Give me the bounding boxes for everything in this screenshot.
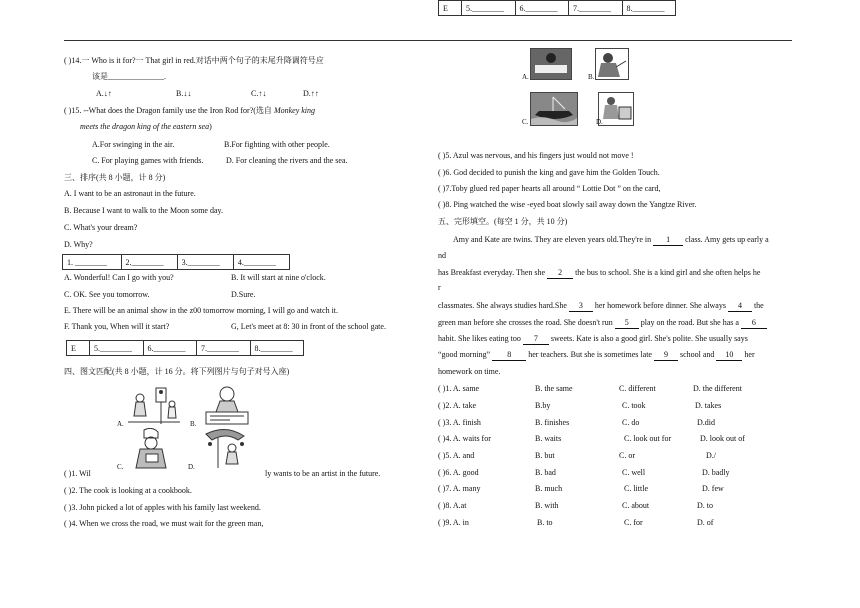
passage-text: habit. She likes eating too [438,334,521,343]
passage-text: classmates. She always studies hard.She [438,301,567,310]
table-cell: 7.________ [569,1,623,16]
question-14: ( )14.一 Who is it for?一 That girl in red.对话中两个句子的末尾升降调符号应 [64,56,324,65]
passage-text: sweets. Kate is also a good girl. She's polite. She usually says [550,334,748,343]
match-2: ( )2. The cook is looking at a cookbook. [64,486,192,495]
picture-crossing-road [126,386,182,426]
passage-text: her teachers. But she is sometimes late [528,350,652,359]
passage-line [453,235,769,246]
passage-text: class. Amy gets up early a [685,235,769,244]
choice-option: B. finishes [535,418,570,427]
order-item: D.Sure. [231,290,256,299]
order-item: A. Wonderful! Can I go with you? [64,273,174,282]
question-15-line2 [80,122,212,132]
match-7: ( )7.Toby glued red paper hearts all around “ Lottie Dot ” on the card, [438,184,661,193]
passage-line [438,301,764,312]
passage-text: play on the road. But she has a [640,318,739,327]
passage-text: green man before she crosses the road. She doesn't run [438,318,613,327]
blank-10: 10 [716,350,742,361]
picture-label: B. [588,73,595,81]
order-item: B. Because I want to walk to the Moon some day. [64,206,224,215]
passage-text: the bus to school. She is a kind girl and she often helps he [575,268,761,277]
table-cell: E [439,1,462,16]
picture-card [598,92,634,126]
passage-text: has Breakfast everyday. Then she [438,268,546,277]
choice-option: D./ [706,451,716,460]
question-15-text: ( )15. --What does the Dragon family use the Iron Rod for?(选自 [64,106,272,115]
blank-4: 4 [728,301,752,312]
picture-label: D. [596,118,603,126]
table-cell: 3.________ [177,255,233,270]
choice-row: ( )2. A. take [438,401,476,410]
match-8: ( )8. Ping watched the wise -eyed boat slowly sail away down the Yangtze River. [438,200,697,209]
q14-option-b: B.↓↓ [176,89,192,98]
choice-option: C. for [624,518,643,527]
match-1: ( )1. Wil [64,469,91,478]
choice-row: ( )3. A. finish [438,418,481,427]
choice-option: B. waits [535,434,562,443]
order-answer-table [62,254,290,270]
choice-row: ( )5. A. and [438,451,475,460]
choice-option: D. to [697,501,713,510]
picture-golden-touch [595,48,629,80]
top-answer-table [438,0,676,16]
table-cell: 5.________ [462,1,516,16]
question-14-blank: 该是______________. [92,72,166,81]
table-cell: 5.________ [90,341,144,356]
q14-option-a: A.↓↑ [96,89,112,98]
table-cell: 4.________ [233,255,289,270]
picture-label: A. [117,420,124,428]
q14-option-c: C.↑↓ [251,89,267,98]
question-15-source-cont: meets the dragon king of the eastern sea [80,122,210,131]
order-item: E. There will be an animal show in the z00 tomorrow morning, I will go and watch it. [64,306,339,315]
order-item: B. It will start at nine o'clock. [231,273,326,282]
picture-cook [126,428,178,470]
passage-line [438,318,767,329]
match-4: ( )4. When we cross the road, we must wait for the green man, [64,519,264,528]
choice-option: C. little [624,484,648,493]
choice-option: C. or [619,451,635,460]
choice-option: C. different [619,384,656,393]
paren: ) [209,122,212,131]
choice-row: ( )8. A.at [438,501,467,510]
table-cell: 8.________ [622,1,676,16]
choice-option: C. about [622,501,650,510]
passage-text: “good morning” [438,350,491,359]
choice-option: B. bad [535,468,556,477]
picture-piano [530,48,572,80]
choice-row: ( )6. A. good [438,468,479,477]
match-5: ( )5. Azul was nervous, and his fingers just would not move ! [438,151,634,160]
choice-option: D.did [697,418,715,427]
passage-line [438,350,755,361]
section-4-title: 四、图文匹配(共 8 小题，计 16 分。将下列图片与句子对号入座) [64,367,290,376]
q15-option-b: B.For fighting with other people. [224,140,330,149]
choice-option: C. well [622,468,646,477]
choice-option: B. the same [535,384,573,393]
picture-drawing [200,384,254,428]
picture-label: B. [190,420,197,428]
picture-boat [530,92,578,126]
picture-apples [198,428,254,470]
question-15-source: Monkey king [273,106,316,115]
q15-option-a: A.For swinging in the air. [92,140,175,149]
choice-option: D. the different [693,384,742,393]
choice-option: B. much [535,484,563,493]
choice-option: D. of [697,518,714,527]
passage-line [438,334,748,345]
table-cell: 2.________ [121,255,177,270]
order-item: C. What's your dream? [64,223,138,232]
match-3: ( )3. John picked a lot of apples with his family last weekend. [64,503,261,512]
header-rule [64,40,792,41]
section-3-title: 三、排序(共 8 小题，计 8 分) [64,173,166,182]
q15-option-d: D. For cleaning the rivers and the sea. [226,156,348,165]
blank-8: 8 [492,350,526,361]
blank-2: 2 [547,268,573,279]
passage-line [438,268,760,279]
picture-label: D. [188,463,195,471]
q14-option-d: D.↑↑ [303,89,319,98]
table-cell: 7.________ [197,341,251,356]
match-1-cont: ly wants to be an artist in the future. [265,469,381,478]
passage-text: her homework before dinner. She always [594,301,726,310]
blank-5: 5 [615,318,639,329]
picture-label: C. [117,463,124,471]
table-cell: E [67,341,90,356]
passage-text: Amy and Kate are twins. They are eleven years old.They're in [453,235,652,244]
choice-option: B. with [535,501,559,510]
picture-label: C. [522,118,529,126]
match-6: ( )6. God decided to punish the king and gave him the Golden Touch. [438,168,660,177]
order-item: G, Let's meet at 8: 30 in front of the school gate. [231,322,386,331]
passage-text: the [753,301,764,310]
order-answer-table-2 [66,340,304,356]
choice-row: ( )7. A. many [438,484,481,493]
choice-option: D. few [702,484,724,493]
passage-text: r [438,283,441,292]
choice-option: C. took [622,401,646,410]
choice-option: D. takes [695,401,722,410]
order-item: D. Why? [64,240,93,249]
order-item: F. Thank you, When will it start? [64,322,170,331]
passage-text: her [744,350,755,359]
question-15 [64,106,315,116]
passage-text: nd [438,251,446,260]
order-item: C. OK. See you tomorrow. [64,290,150,299]
choice-row: ( )4. A. waits for [438,434,491,443]
choice-option: D. look out of [700,434,745,443]
table-cell: 6.________ [143,341,197,356]
section-5-title: 五、完形填空。(每空 1 分，共 10 分) [438,217,568,226]
choice-option: B. but [535,451,555,460]
choice-option: D. badly [702,468,730,477]
choice-option: C. look out for [624,434,672,443]
passage-text: homework on time. [438,367,501,376]
table-cell: 6.________ [515,1,569,16]
picture-label: A. [522,73,529,81]
choice-option: B.by [535,401,551,410]
choice-row: ( )9. A. in [438,518,469,527]
blank-7: 7 [523,334,549,345]
choice-option: C. do [622,418,640,427]
passage-text: school and [679,350,715,359]
table-cell: 1. ________ [63,255,122,270]
blank-3: 3 [569,301,593,312]
blank-9: 9 [654,350,678,361]
choice-row: ( )1. A. same [438,384,480,393]
blank-6: 6 [741,318,767,329]
order-item: A. I want to be an astronaut in the future. [64,189,196,198]
blank-1: 1 [653,235,683,246]
q15-option-c: C. For playing games with friends. [92,156,204,165]
table-cell: 8.________ [250,341,304,356]
choice-option: B. to [537,518,553,527]
